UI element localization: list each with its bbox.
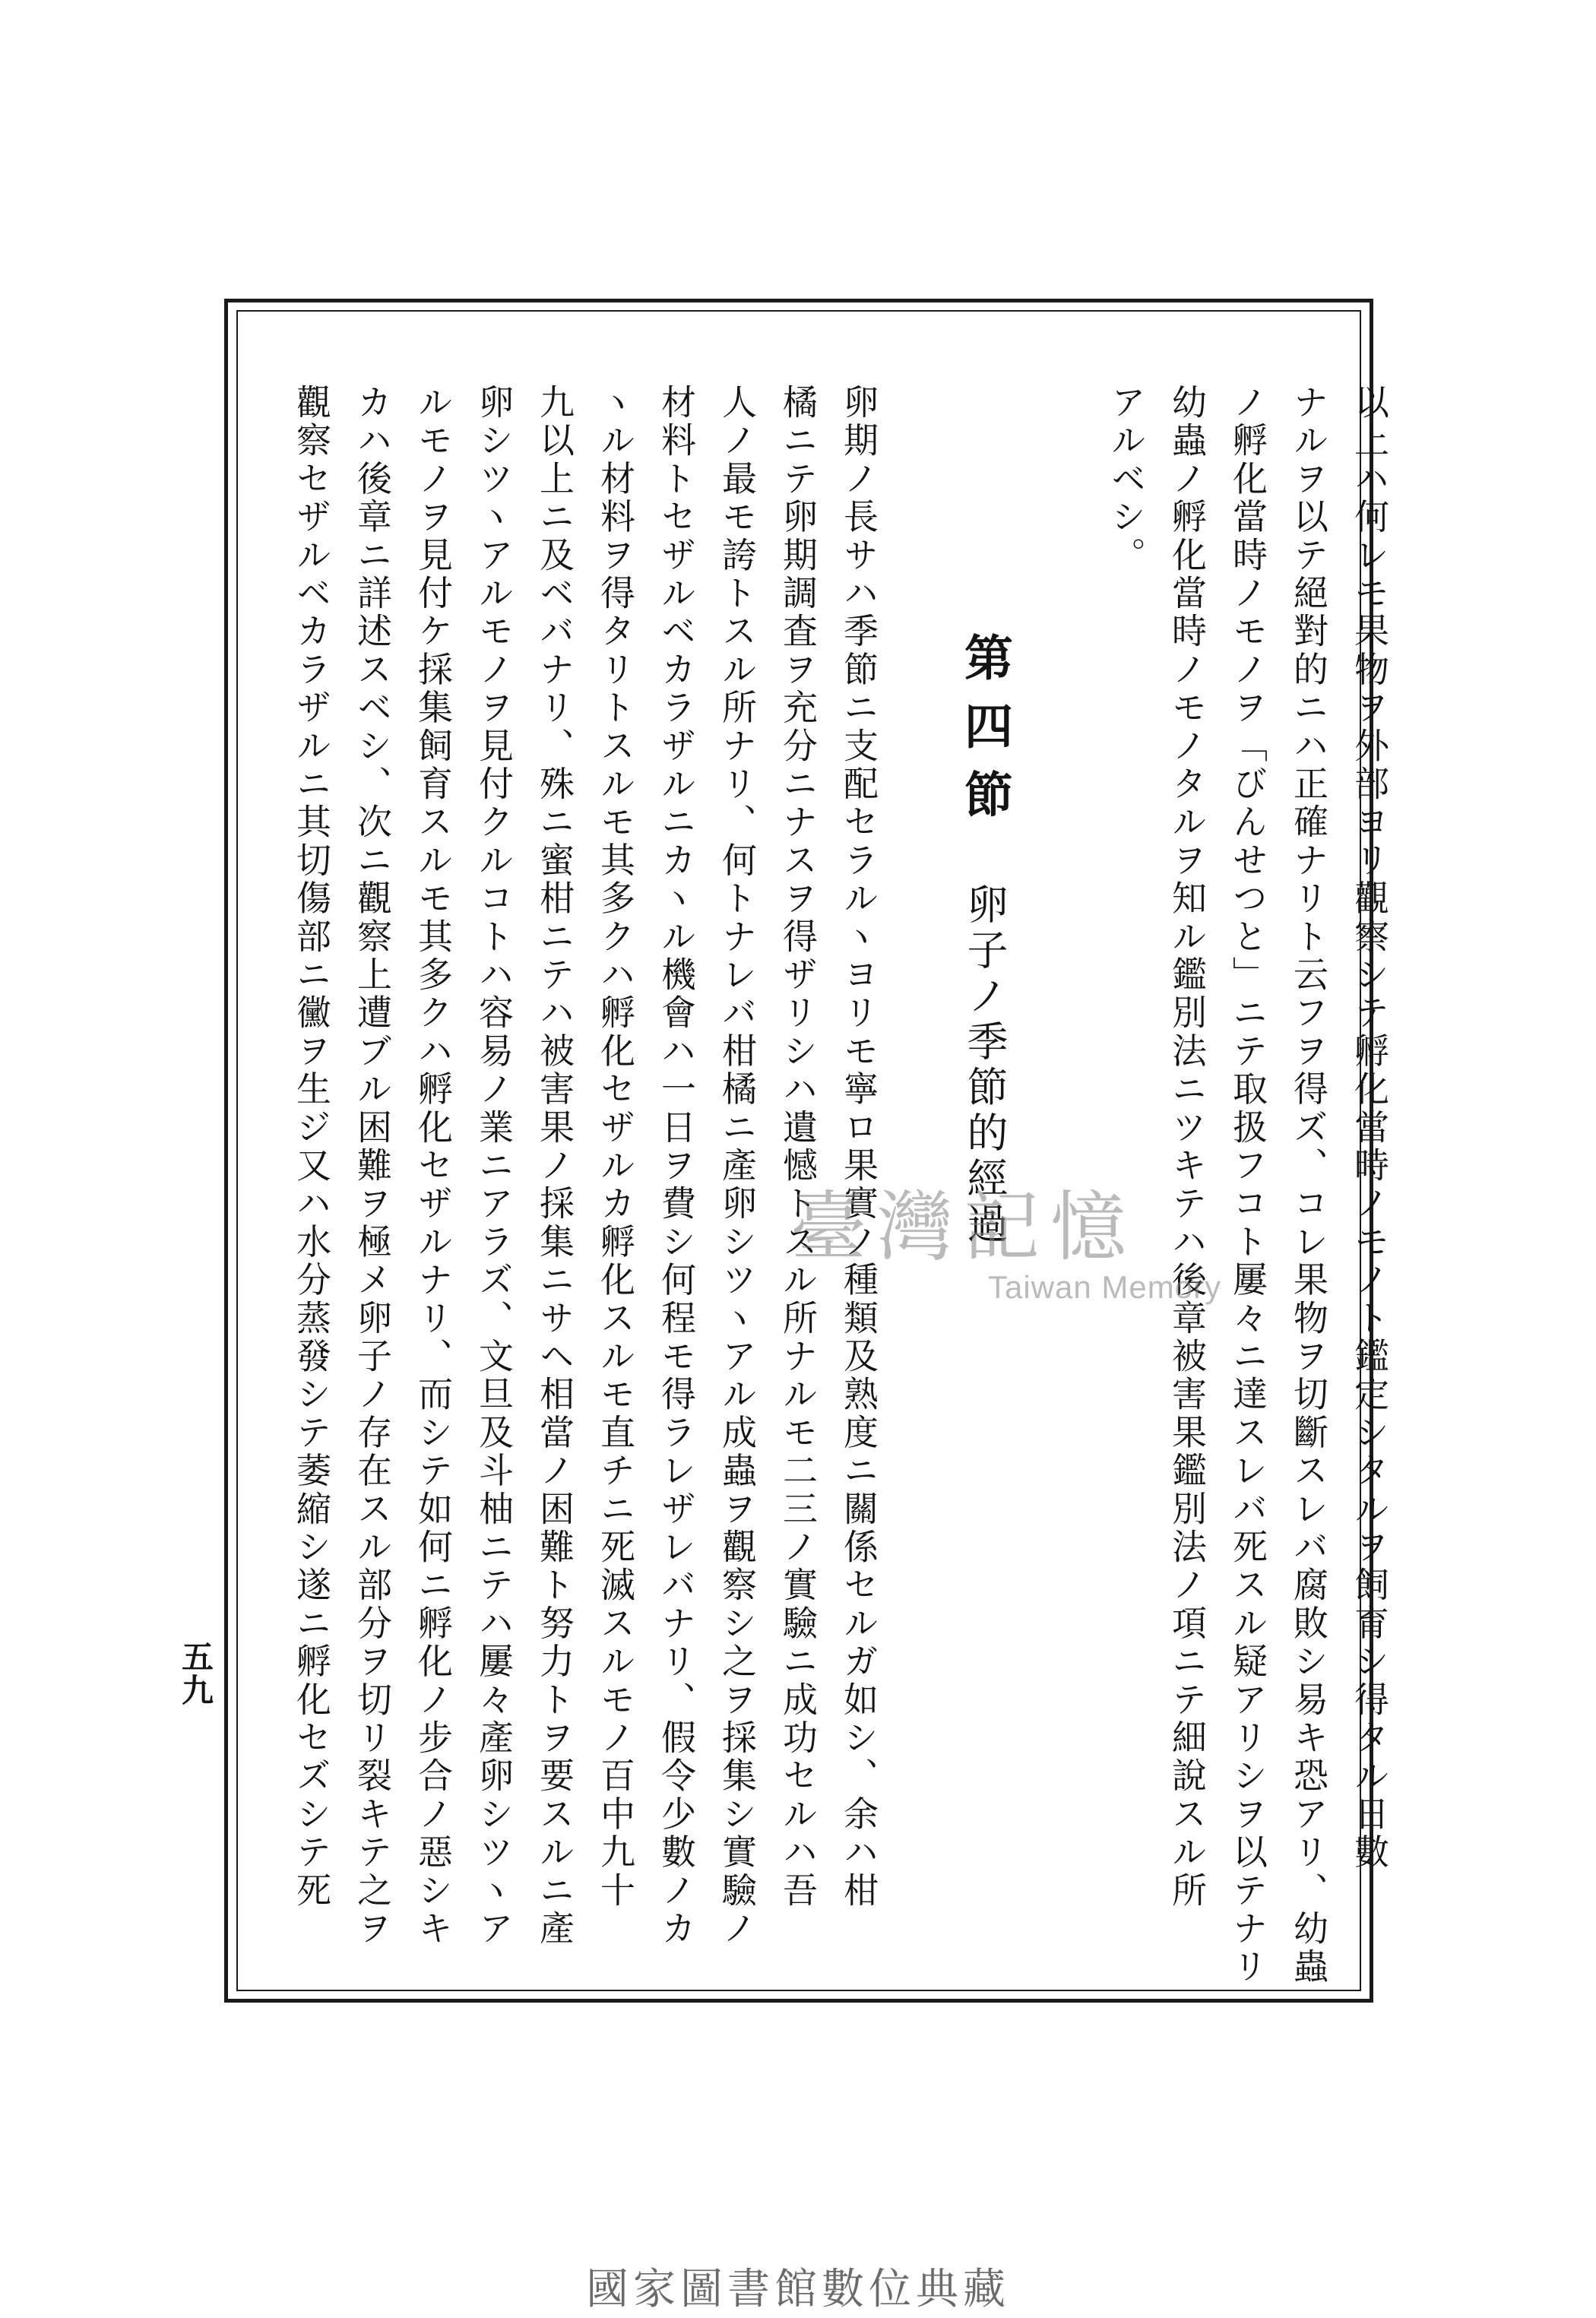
footer-collection-label: 國家圖書館數位典藏 (586, 2265, 1010, 2314)
text-column-8: 人ノ最モ誇トスル所ナリ、何トナレバ柑橘ニ產卵シツヽアル成蟲ヲ觀察シ之ヲ採集シ實驗ノ (717, 384, 758, 1949)
watermark-logo (790, 1183, 1307, 1322)
text-column-1: 以上ハ何レモ果物ヲ外部ヨリ觀察シテ孵化當時ノモノト鑑定シタルヲ飼育シ得タル日數 (1349, 384, 1390, 1872)
watermark-text: 臺灣記憶 (790, 1183, 1137, 1271)
text-column-10: ヽル材料ヲ得タリトスルモ其多クハ孵化セザルカ孵化スルモ直チニ死滅スルモノ百中九十 (595, 384, 636, 1910)
text-column-6: 卵期ノ長サハ季節ニ支配セラルヽヨリモ寧ロ果實ノ種類及熟度ニ關係セルガ如シ、余ハ柑 (838, 384, 879, 1910)
text-column-7: 橘ニテ卵期調査ヲ充分ニナスヲ得ザリシハ遺憾トスル所ナルモ二三ノ實驗ニ成功セルハ吾 (777, 384, 819, 1910)
text-column-11: 九以上ニ及ベバナリ、殊ニ蜜柑ニテハ被害果ノ採集ニサヘ相當ノ困難ト努力トヲ要スルニ產 (534, 384, 575, 1949)
text-column-12: 卵シツヽアルモノヲ見付クルコトハ容易ノ業ニアラズ、文旦及斗柚ニテハ屢々產卵シツヽア (473, 384, 515, 1949)
text-column-15: 觀察セザルベカラザルニ其切傷部ニ黴ヲ生ジ又ハ水分蒸發シテ萎縮シ遂ニ孵化セズシテ死 (291, 384, 332, 1910)
text-column-13: ルモノヲ見付ケ採集飼育スルモ其多クハ孵化セザルナリ、而シテ如何ニ孵化ノ步合ノ惡シキ (413, 384, 454, 1949)
watermark-subtext: Taiwan Memory (988, 1269, 1222, 1305)
section-heading (954, 632, 1015, 1248)
section-title: 卵子ノ季節的經過 (961, 883, 1009, 1248)
text-column-9: 材料トセザルベカラザルニカヽル機會ハ一日ヲ費シ何程モ得ラレザレバナリ、假令少數ノカ (656, 384, 697, 1949)
page-number: 五九 (177, 1640, 214, 1707)
text-column-5: アルベシ。 (1106, 384, 1147, 575)
section-number: 第四節 (956, 632, 1013, 838)
text-column-3: ノ孵化當時ノモノヲ「びんせつと」ニテ取扱フコト屢々ニ達スレバ死スル疑アリシヲ以テナリ (1227, 384, 1268, 1987)
text-column-14: カハ後章ニ詳述スベシ、次ニ觀察上遭ブル困難ヲ極メ卵子ノ存在スル部分ヲ切リ裂キテ之ヲ (352, 384, 393, 1949)
text-column-2: ナルヲ以テ絕對的ニハ正確ナリト云フヲ得ズ、コレ果物ヲ切斷スレバ腐敗シ易キ恐アリ、幼蟲 (1288, 384, 1329, 1987)
text-column-4: 幼蟲ノ孵化當時ノモノタルヲ知ル鑑別法ニツキテハ後章被害果鑑別法ノ項ニテ細說スル所 (1167, 384, 1208, 1910)
